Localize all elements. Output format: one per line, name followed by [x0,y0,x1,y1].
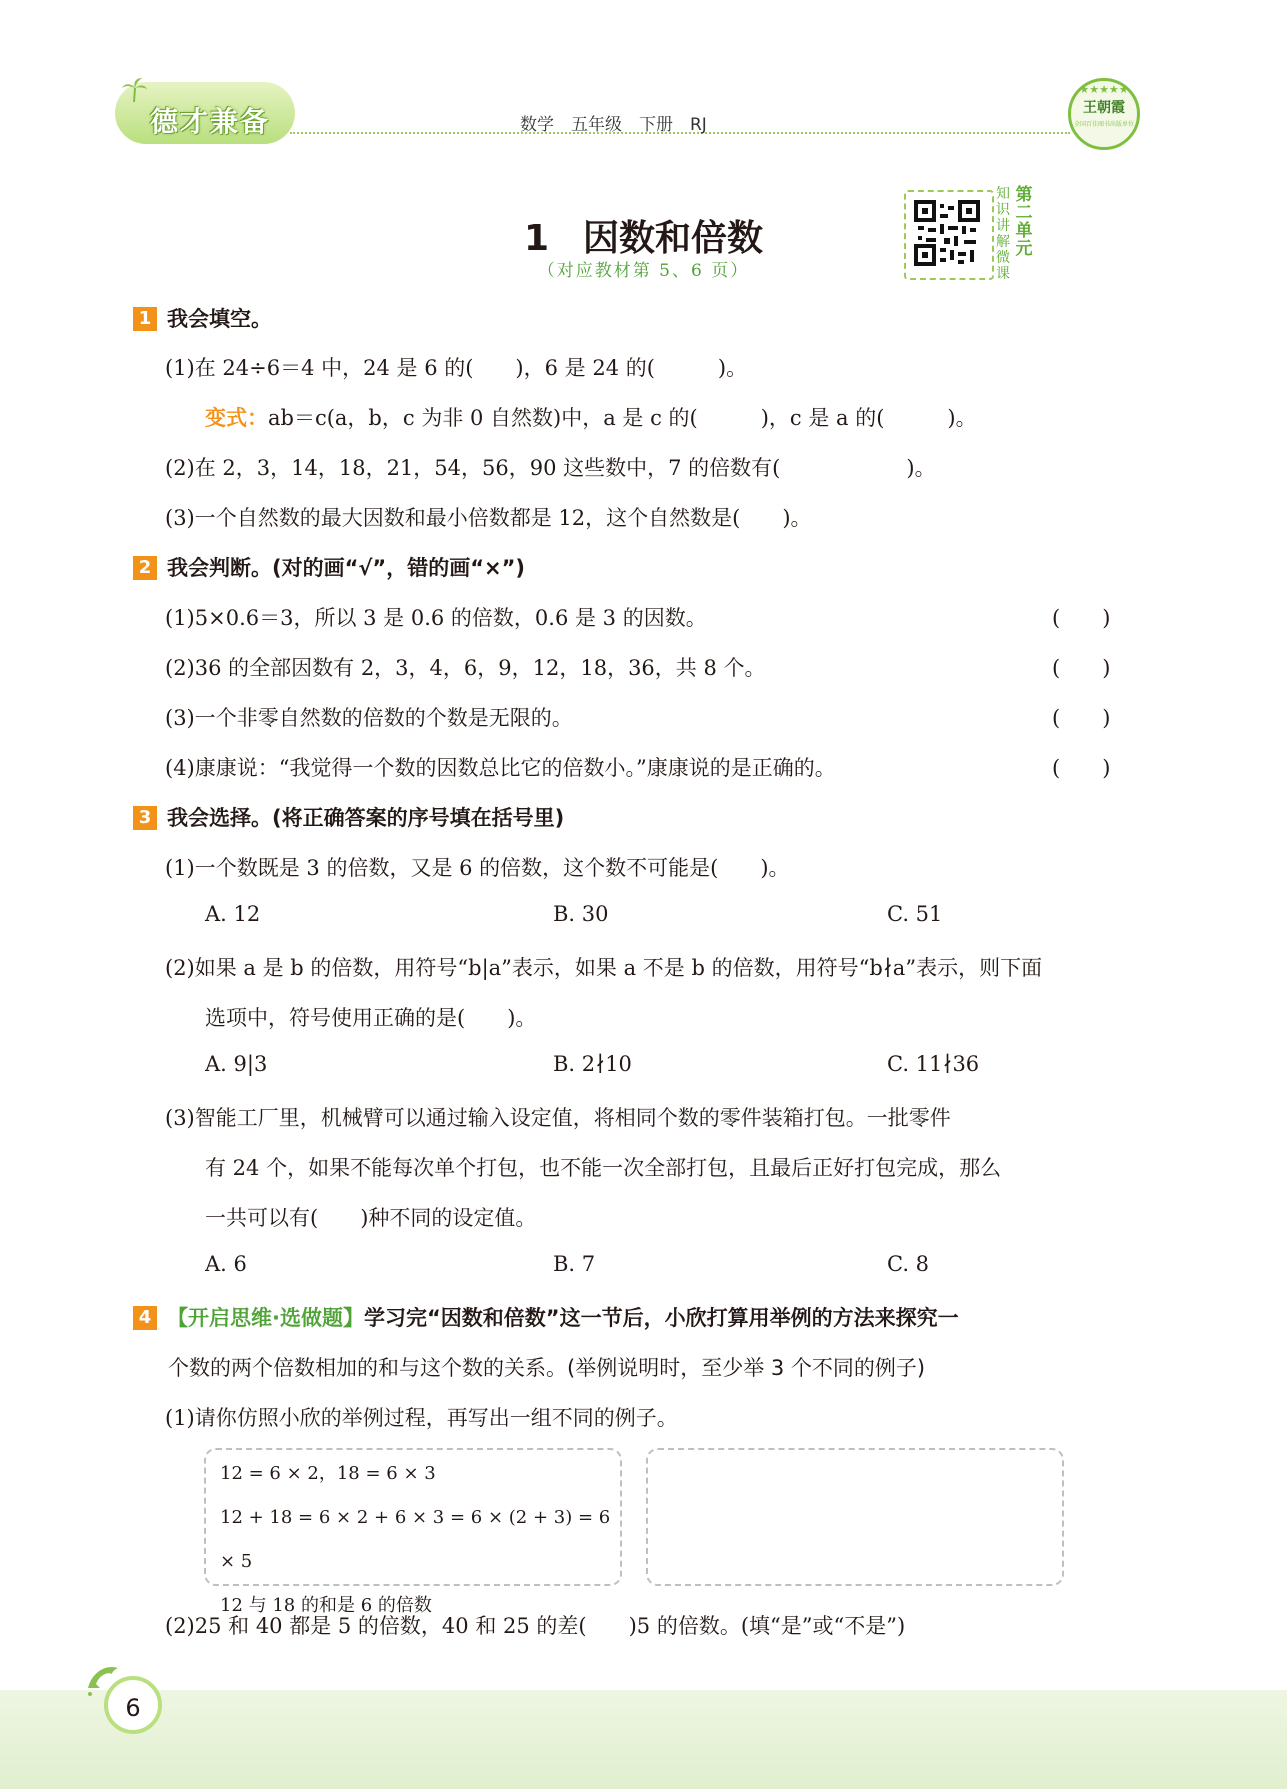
s3-q3-option-c: C. 8 [887,1252,930,1276]
s3-question-1: (1)一个数既是 3 的倍数，又是 6 的倍数，这个数不可能是( )。 [165,856,790,880]
palm-tree-icon [120,76,148,104]
qr-label-unit: 第二单元 [1015,185,1033,259]
example-line: 12 + 18 = 6 × 2 + 6 × 3 = 6 × (2 + 3) = 6 × 5 [220,1507,611,1572]
s3-question-2-line-2: 选项中，符号使用正确的是( )。 [205,1006,537,1030]
section-4-number: 4 [133,1306,157,1330]
s3-q1-option-c: C. 51 [887,902,943,926]
s3-q2-option-c: C. 11∤36 [887,1052,980,1076]
s2-answer-paren[interactable]: ( ) [1052,756,1111,780]
s1-question-1: (1)在 24÷6＝4 中，24 是 6 的( )，6 是 24 的( )。 [165,356,748,380]
brand-logo-text: 德才兼备 [150,105,271,138]
publisher-seal [1068,78,1140,150]
s1-question-3: (3)一个自然数的最大因数和最小倍数都是 12，这个自然数是( )。 [165,506,812,530]
s1-question-2: (2)在 2，3，14，18，21，54，56，90 这些数中，7 的倍数有( )。 [165,456,936,480]
title-number: 1 [523,218,550,259]
section-4-tag: 【开启思维·选做题】 [167,1306,364,1330]
variant-text: ab＝c(a，b，c 为非 0 自然数)中，a 是 c 的( )，c 是 a 的( )。 [268,406,977,430]
s2-item: (1)5×0.6＝3，所以 3 是 0.6 的倍数，0.6 是 3 的因数。 [165,606,707,630]
example-box [204,1448,622,1616]
page-title [0,210,1287,261]
s2-item: (4)康康说：“我觉得一个数的因数总比它的倍数小。”康康说的是正确的。 [165,756,836,780]
s3-q3-option-a: A. 6 [205,1252,247,1276]
s3-q2-option-a: A. 9|3 [205,1052,268,1076]
s3-q2-option-b: B. 2∤10 [553,1052,632,1076]
section-1-heading [133,303,272,333]
s3-question-3-line-1: (3)智能工厂里，机械臂可以通过输入设定值，将相同个数的零件装箱打包。一批零件 [165,1106,951,1130]
s4-question-1: (1)请你仿照小欣的举例过程，再写出一组不同的例子。 [165,1406,678,1430]
section-2-heading [133,552,525,582]
s3-q1-option-a: A. 12 [205,902,261,926]
s3-question-3-line-3: 一共可以有( )种不同的设定值。 [205,1206,537,1230]
s2-answer-paren[interactable]: ( ) [1052,606,1111,630]
section-4-heading [133,1302,959,1332]
seal-subtext: 全国百佳图书出版单位 [1073,121,1134,128]
s2-answer-paren[interactable]: ( ) [1052,656,1111,680]
section-4-heading-line-2: 个数的两个倍数相加的和与这个数的关系。(举例说明时，至少举 3 个不同的例子) [168,1356,926,1380]
s3-question-2-line-1: (2)如果 a 是 b 的倍数，用符号“b|a”表示，如果 a 不是 b 的倍数，用符号“b∤a”表示，则下面 [165,956,1043,980]
section-3-heading [133,802,564,832]
section-1-number: 1 [133,307,157,331]
s4-question-2: (2)25 和 40 都是 5 的倍数，40 和 25 的差( )5 的倍数。(填“是”或“不是”) [165,1614,906,1638]
example-line: 12 = 6 × 2，18 = 6 × 3 [220,1463,436,1484]
seal-stars: ★★★★★ [1079,83,1129,96]
section-2-title: 我会判断。(对的画“√”，错的画“×”) [167,556,526,580]
example-line: 12 与 18 的和是 6 的倍数 [220,1595,432,1616]
s3-question-3-line-2: 有 24 个，如果不能每次单个打包，也不能一次全部打包，且最后正好打包完成，那么 [205,1156,1002,1180]
section-1-title: 我会填空。 [167,307,272,331]
s2-item: (2)36 的全部因数有 2，3，4，6，9，12，18，36，共 8 个。 [165,656,766,680]
s1-variant [205,402,977,432]
section-4-title: 学习完“因数和倍数”这一节后，小欣打算用举例的方法来探究一 [363,1306,959,1330]
s3-q1-option-b: B. 30 [553,902,609,926]
s3-q3-option-b: B. 7 [553,1252,596,1276]
variant-label: 变式： [205,406,268,430]
seal-text: 王朝霞 [1083,100,1125,116]
section-3-title: 我会选择。(将正确答案的序号填在括号里) [167,806,565,830]
section-2-number: 2 [133,556,157,580]
page-number: 6 [104,1676,162,1734]
answer-box[interactable] [646,1448,1064,1586]
qr-label-lecture: 知识讲解微课 [996,186,1010,282]
header-subject: 数学 五年级 下册 RJ [520,115,707,135]
s2-answer-paren[interactable]: ( ) [1052,706,1111,730]
footer-band [0,1690,1287,1789]
s2-item: (3)一个非零自然数的倍数的个数是无限的。 [165,706,573,730]
section-3-number: 3 [133,806,157,830]
qr-code-icon[interactable] [914,200,980,266]
page-subtitle: （对应教材第 5、6 页） [537,261,750,281]
title-text: 因数和倍数 [583,218,764,259]
